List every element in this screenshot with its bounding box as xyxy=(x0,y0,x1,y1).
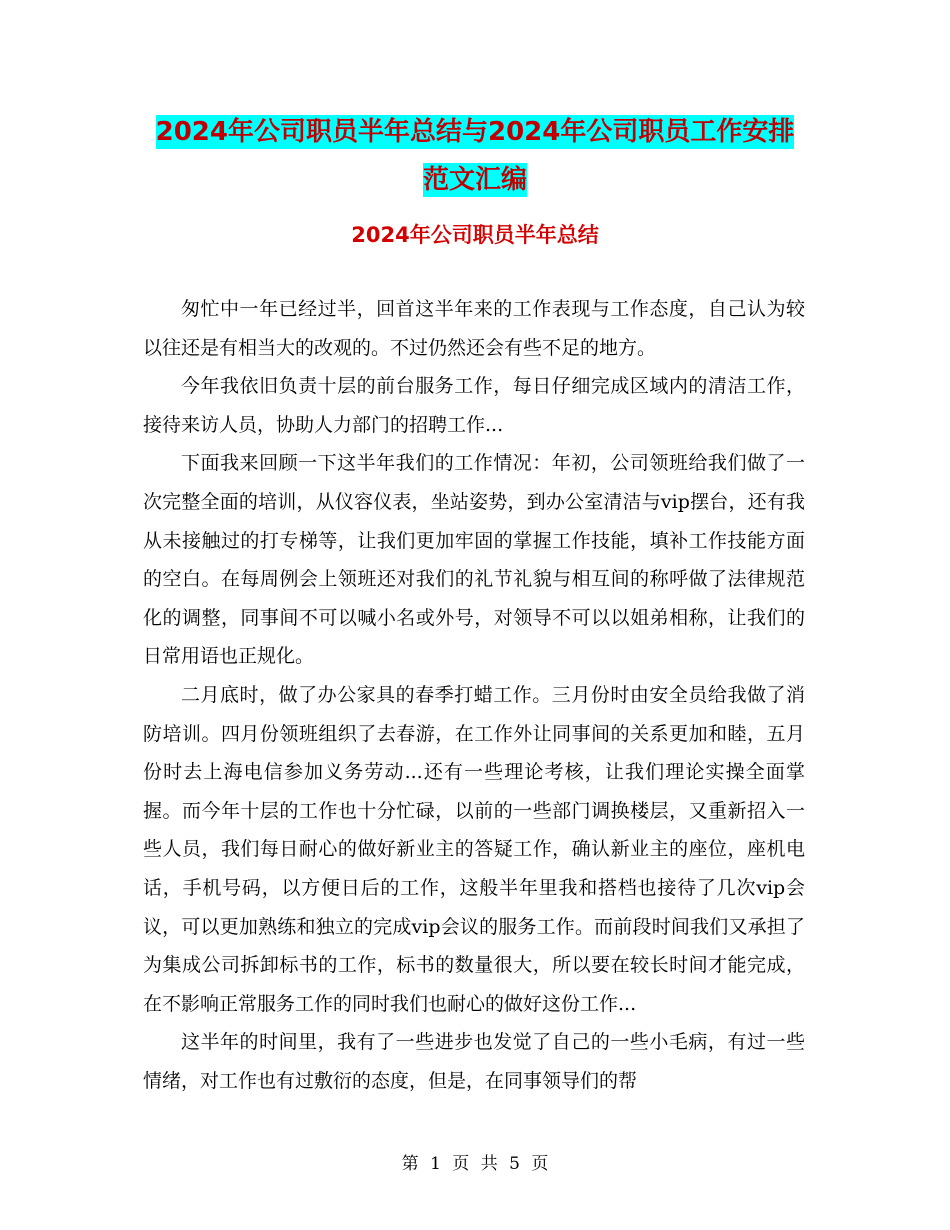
document-title xyxy=(0,108,950,204)
title-line-1: 2024年公司职员半年总结与2024年公司职员工作安排 xyxy=(155,117,795,147)
paragraph-2: 今年我依旧负责十层的前台服务工作，每日仔细完成区域内的清洁工作，接待来访人员，协助人力部门的招聘工作... xyxy=(143,375,805,436)
section-title: 2024年公司职员半年总结 xyxy=(351,223,599,247)
paragraph-1: 匆忙中一年已经过半，回首这半年来的工作表现与工作态度，自己认为较以往还是有相当大的改观的。不过仍然还会有些不足的地方。 xyxy=(143,298,805,359)
page-footer: 第 1 页 共 5 页 xyxy=(401,1154,549,1174)
paragraph-3: 下面我来回顾一下这半年我们的工作情况：年初，公司领班给我们做了一次完整全面的培训，从仪容仪表，坐站姿势，到办公室清洁与vip摆台，还有我从未接触过的打专梯等，让我们更加牢固的掌握工作技能，填补工作技能方面的空白。在每周例会上领班还对我们的礼节礼貌与相互间的称呼做了法律规范化的调整，同事间不可以喊小名或外号，对领导不可以以姐弟相称，让我们的日常用语也正规化。 xyxy=(143,452,805,668)
paragraph-4: 二月底时，做了办公家具的春季打蜡工作。三月份时由安全员给我做了消防培训。四月份领班组织了去春游，在工作外让同事间的关系更加和睦，五月份时去上海电信参加义务劳动...还有一些理论考核，让我们理论实操全面掌握。而今年十层的工作也十分忙碌，以前的一些部门调换楼层，又重新招入一些人员，我们每日耐心的做好新业主的答疑工作，确认新业主的座位，座机电话，手机号码，以方便日后的工作，这般半年里我和搭档也接待了几次vip会议，可以更加熟练和独立的完成vip会议的服务工作。而前段时间我们又承担了为集成公司拆卸标书的工作，标书的数量很大，所以要在较长时间才能完成，在不影响正常服务工作的同时我们也耐心的做好这份工作... xyxy=(143,683,805,1015)
document-body xyxy=(143,290,805,1100)
title-line-2: 范文汇编 xyxy=(422,165,527,195)
paragraph-5: 这半年的时间里，我有了一些进步也发觉了自己的一些小毛病，有过一些情绪，对工作也有过敷衍的态度，但是，在同事领导们的帮 xyxy=(143,1031,805,1092)
